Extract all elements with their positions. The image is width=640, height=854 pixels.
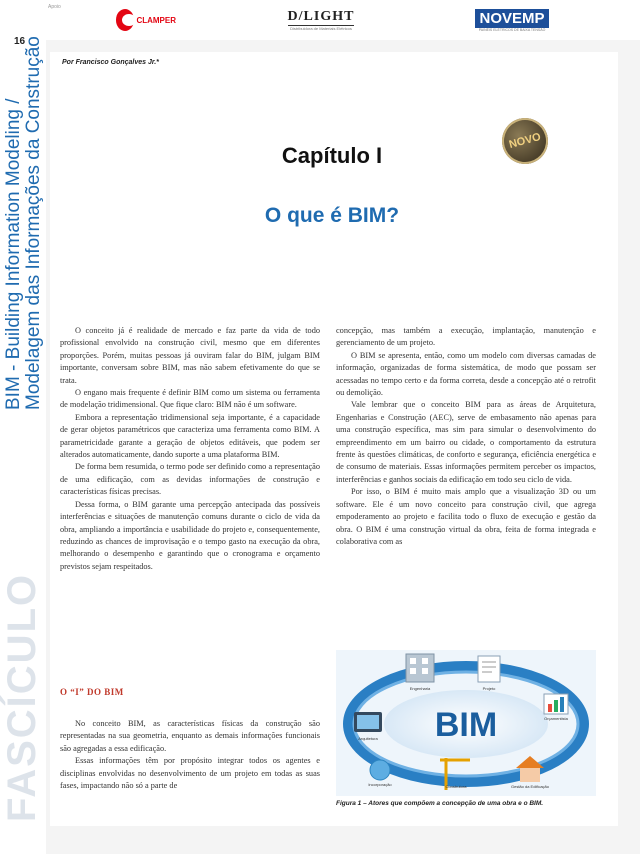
node-label-projeto: Projeto	[482, 686, 496, 691]
paragraph: Embora a representação tridimensional seja importante, é a capacidade de gerar objetos paramétricos que caracteriza uma ferramenta como BIM. A parametricidade garante a geração de objetos editáveis, que podem ser alterados automaticamente, dando suporte a uma plataforma BIM.	[60, 412, 320, 460]
series-title	[4, 36, 44, 410]
clamper-logo-mark	[116, 9, 134, 31]
paragraph: Dessa forma, o BIM garante uma percepção antecipada das possíveis interferências e situações de manutenção comuns durante o ciclo de vida da obra, ampliando a importância e usabilidade do projeto e, consequentemente, reduzindo as chances de improvisação e o tempo gasto na execução da obra, melhorando o desempenho e garantindo que o cronograma e orçamento previstos sejam respeitados.	[60, 499, 320, 571]
author-byline: Por Francisco Gonçalves Jr.*	[62, 59, 159, 66]
left-column	[60, 325, 320, 573]
right-column	[336, 325, 596, 548]
paragraph: concepção, mas também a execução, implantação, manutenção e gerenciamento de um projeto.	[336, 326, 596, 348]
section-heading: O “I” DO BIM	[60, 687, 124, 697]
clamper-logo	[116, 6, 176, 34]
node-label-arquitetura: Arquitetura	[358, 736, 378, 741]
paragraph: O conceito já é realidade de mercado e faz parte da vida de todo profissional envolvido na construção civil, mesmo que em diferentes proporções. Porém, muitas pessoas já ouviram falar do BIM, julgam BIM importante, conversam sobre BIM, mas não sabem efetivamente do que se trata.	[60, 326, 320, 385]
globe-icon	[370, 760, 390, 780]
building-icon	[406, 654, 434, 682]
fasciculo-label: FASCÍCULO	[0, 572, 44, 822]
paragraph: O engano mais frequente é definir BIM como um sistema ou ferramenta de modelação tridimensional. Que fique claro: BIM não é um software.	[60, 388, 320, 410]
paragraph: Por isso, o BIM é muito mais amplo que a visualização 3D ou um software. Ele é um novo conceito para construção civil, que agrega empoderamento ao projeto e facilita todo o fluxo de execução e gestão da obra. O BIM é uma construção virtual da obra, feita de forma integrada e colaborativa com as	[336, 487, 596, 546]
node-label-gestao: Gestão da Edificação	[510, 784, 550, 789]
chapter-heading: Capítulo I	[281, 143, 383, 168]
novo-badge-text: NOVO	[507, 131, 543, 151]
page-number: 16	[14, 36, 26, 47]
node-label-incorporacao: Incorporação	[368, 782, 392, 787]
sponsor-label: Apoio	[48, 4, 61, 10]
bim-center-label: BIM	[434, 706, 498, 744]
dlight-logo-subtitle: Distribuidora de Materiais Elétricos	[290, 26, 352, 31]
series-title-line-2: Modelagem das Informações da Construção	[23, 36, 44, 410]
novemp-logo-subtitle: PAINÉIS ELÉTRICOS DE BAIXA TENSÃO	[478, 27, 546, 32]
left-column-continued	[60, 718, 320, 792]
document-icon	[478, 656, 500, 682]
sidebar	[0, 0, 46, 854]
node-label-engenharia: Engenharia	[409, 686, 431, 691]
bim-figure	[336, 650, 596, 796]
article-title: O que é BIM?	[264, 204, 400, 227]
node-label-orcamentista: Orçamentista	[544, 716, 568, 721]
figure-caption: Figura 1 – Atores que compõem a concepção de uma obra e o BIM.	[336, 800, 544, 807]
tablet-icon	[354, 712, 382, 732]
chart-icon	[544, 694, 568, 714]
dlight-logo-text: D/LIGHT	[287, 9, 355, 24]
paragraph: De forma bem resumida, o termo pode ser definido como a representação de uma edificação, com as devidas informações de construção e características físicas precisas.	[60, 462, 320, 497]
paragraph: O BIM se apresenta, então, como um modelo com diversas camadas de informação, organizadas de forma sistemática, de modo que possam ser acessadas no tempo certo e da forma correta, desde a concepção até o retrofit ou demolição.	[336, 350, 596, 398]
series-title-line-1: BIM - Building Information Modeling /	[3, 98, 24, 410]
clamper-logo-text: CLAMPER	[136, 15, 176, 25]
novemp-logo-box: NOVEMP	[475, 9, 548, 28]
dlight-logo	[280, 6, 362, 34]
novemp-logo	[468, 6, 556, 34]
paragraph: Essas informações têm por propósito integrar todos os agentes e disciplinas envolvidas no desenvolvimento de um projeto em todas as suas fases, impactando não só a parte de	[60, 756, 320, 791]
bim-diagram	[336, 650, 596, 796]
paragraph: No conceito BIM, as características físicas da construção são representadas na sua geometria, enquanto as demais informações funcionais são agregadas a essa edificação.	[60, 719, 320, 753]
paragraph: Vale lembrar que o conceito BIM para as áreas de Arquitetura, Engenharias e Construção (AEC), serve de embasamento não apenas para uma construção específica, mas sim para simular o desenvolvimento do empreendimento em um bairro ou cidade, o comportamento da estrutura frente às questões climáticas, de conforto e segurança, eficiência energética e de consumo de materiais. Essas informações permitem perceber os impactos, interferências e ganhos sociais da edificação em todo seu ciclo de vida.	[336, 400, 596, 484]
node-label-construtora: Construtora	[445, 784, 467, 789]
